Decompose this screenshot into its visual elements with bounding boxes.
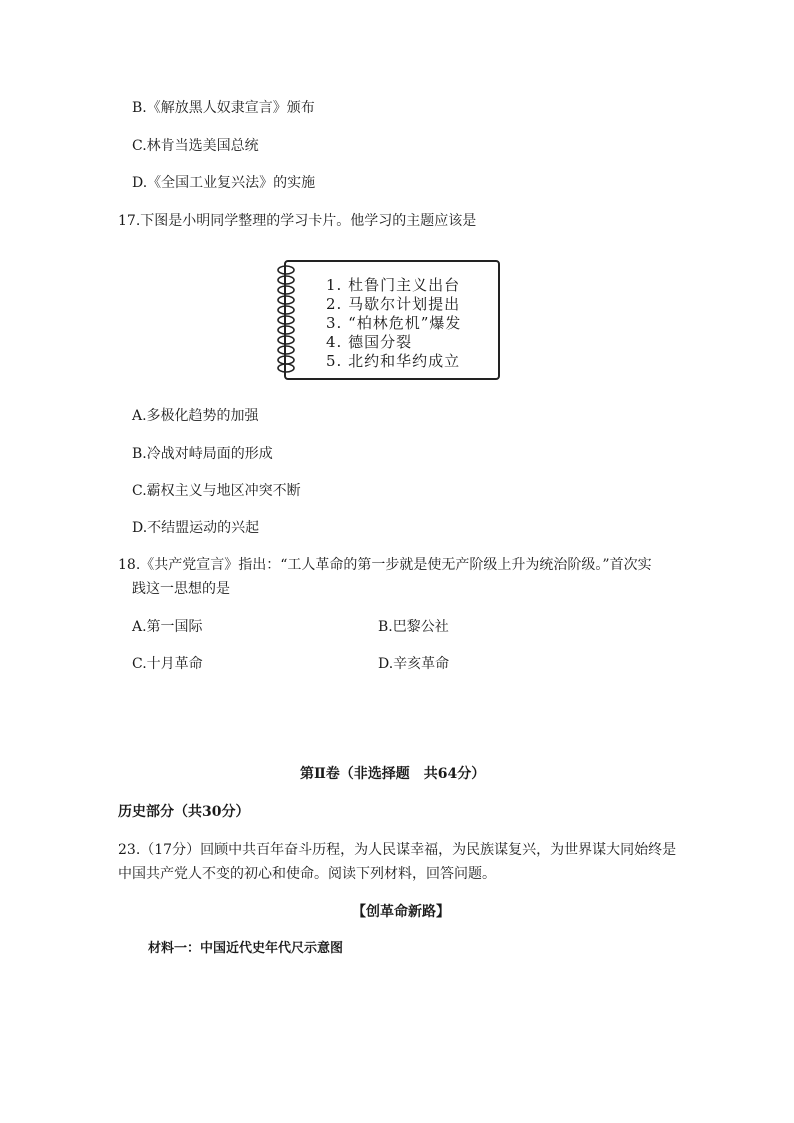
q23-stem: 23.（17分）回顾中共百年奋斗历程，为人民谋幸福，为民族谋复兴，为世界谋大同始终是	[118, 842, 677, 858]
section-title: 第Ⅱ卷（非选择题 共64分）	[300, 766, 486, 782]
card-item: 3. “柏林危机”爆发	[326, 314, 462, 332]
study-card-image	[270, 248, 498, 376]
material-one-label: 材料一：中国近代史年代尺示意图	[148, 941, 344, 956]
q17-option-c: C.霸权主义与地区冲突不断	[132, 483, 301, 499]
q16-option-b: B.《解放黑人奴隶宣言》颁布	[132, 100, 315, 116]
card-item: 2. 马歇尔计划提出	[326, 295, 461, 313]
q23-stem-continued: 中国共产党人不变的初心和使命。阅读下列材料，回答问题。	[118, 866, 496, 882]
q16-option-d: D.《全国工业复兴法》的实施	[132, 175, 316, 191]
q17-stem: 17.下图是小明同学整理的学习卡片。他学习的主题应该是	[118, 213, 477, 229]
q18-option-b: B.巴黎公社	[378, 619, 449, 635]
q18-option-a: A.第一国际	[132, 619, 203, 635]
q18-option-d: D.辛亥革命	[378, 656, 450, 672]
card-item: 5. 北约和华约成立	[326, 352, 461, 370]
q17-option-b: B.冷战对峙局面的形成	[132, 446, 273, 462]
q18-stem-continued: 践这一思想的是	[132, 581, 230, 597]
q18-option-c: C.十月革命	[132, 656, 203, 672]
card-item: 1. 杜鲁门主义出台	[326, 276, 461, 294]
q16-option-c: C.林肯当选美国总统	[132, 138, 259, 154]
q18-stem: 18.《共产党宣言》指出：“工人革命的第一步就是使无产阶级上升为统治阶级。”首次实	[118, 557, 652, 573]
card-item: 4. 德国分裂	[326, 333, 413, 351]
q17-option-a: A.多极化趋势的加强	[132, 408, 259, 424]
spiral-binding-icon	[270, 264, 302, 374]
q17-option-d: D.不结盟运动的兴起	[132, 520, 260, 536]
history-part-heading: 历史部分（共30分）	[118, 804, 250, 820]
q23-subtitle: 【创革命新路】	[352, 904, 450, 920]
